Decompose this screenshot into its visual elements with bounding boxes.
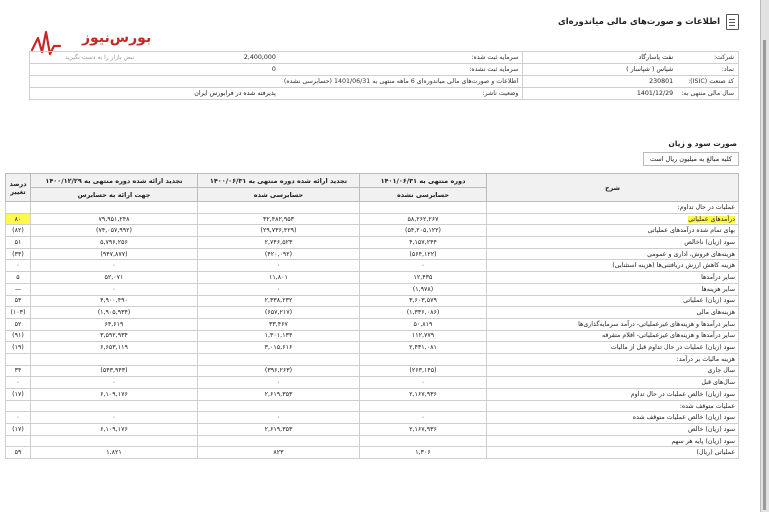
info-row bbox=[30, 64, 739, 76]
info-label2: اطلاعات و صورت‌های مالی میاندوره‌ای 6 ماهه منتهی به 1401/06/31 (حسابرسی نشده) bbox=[280, 76, 523, 88]
info-label: نماد: bbox=[677, 64, 738, 76]
cell-c1: ۲,۱۶۷,۹۳۶ bbox=[360, 424, 487, 436]
header-period2-status: حسابرسی شده bbox=[198, 188, 360, 202]
cell-c3: ۵۲,۰۷۱ bbox=[31, 272, 198, 284]
info-value: شپاس ( شپاسار ) bbox=[523, 64, 677, 76]
cell-chg: — bbox=[6, 283, 31, 295]
table-row bbox=[6, 260, 739, 272]
table-row bbox=[6, 377, 739, 389]
cell-c2: ۰ bbox=[198, 283, 360, 295]
cell-c2 bbox=[198, 202, 360, 214]
cell-desc: سایر درآمدها و هزینه‌های غیرعملیاتی- درآمد سرمایه‌گذاری‌ها bbox=[487, 318, 739, 330]
header-period3: تجدید ارائه شده دوره منتهی به ۱۴۰۰/۱۲/۲۹ bbox=[31, 174, 198, 188]
cell-desc: سود (زیان) خالص عملیات در حال تداوم bbox=[487, 389, 739, 401]
cell-c1 bbox=[360, 435, 487, 447]
info-value2: 0 bbox=[30, 64, 280, 76]
cell-c1: ۰ bbox=[360, 377, 487, 389]
table-row bbox=[6, 272, 739, 284]
cell-c3: (۵۴۳,۹۴۳) bbox=[31, 365, 198, 377]
cell-c2: ۰ bbox=[198, 377, 360, 389]
cell-c3: (۹۴۷,۸۷۷) bbox=[31, 248, 198, 260]
cell-c2: ۱۱,۸۰۱ bbox=[198, 272, 360, 284]
cell-chg: ۵۱ bbox=[6, 237, 31, 249]
cell-chg: ۳۴ bbox=[6, 365, 31, 377]
cell-c1 bbox=[360, 400, 487, 412]
table-row bbox=[6, 295, 739, 307]
cell-c1: ۱,۳۰۶ bbox=[360, 447, 487, 459]
header-period1: دوره منتهی به ۱۴۰۱/۰۶/۳۱ bbox=[360, 174, 487, 188]
cell-c3: ۳,۵۹۲,۹۳۴ bbox=[31, 330, 198, 342]
cell-c2: ۲,۶۱۹,۳۵۳ bbox=[198, 424, 360, 436]
table-row bbox=[6, 330, 739, 342]
company-info-table bbox=[29, 51, 739, 100]
cell-c3: ۰ bbox=[31, 412, 198, 424]
cell-chg: ۵۹ bbox=[6, 447, 31, 459]
cell-c3: ۴,۹۰۰,۴۹۰ bbox=[31, 295, 198, 307]
cell-chg bbox=[6, 202, 31, 214]
cell-c1: ۵۸,۲۶۲,۲۶۷ bbox=[360, 213, 487, 225]
table-row bbox=[6, 237, 739, 249]
cell-desc bbox=[487, 213, 739, 225]
cell-desc: عملیاتی (ریال) bbox=[487, 447, 739, 459]
cell-desc: سایر هزینه‌ها bbox=[487, 283, 739, 295]
cell-c1: (۵۴,۲۰۵,۱۲۲) bbox=[360, 225, 487, 237]
cell-desc: سال جاری bbox=[487, 365, 739, 377]
table-row bbox=[6, 213, 739, 225]
cell-chg: (۱۰۳) bbox=[6, 307, 31, 319]
info-label2: سرمایه ثبت نشده: bbox=[280, 64, 523, 76]
cell-chg: ۵۴ bbox=[6, 295, 31, 307]
cell-desc: سود (زیان) ناخالص bbox=[487, 237, 739, 249]
cell-c1: ۰ bbox=[360, 260, 487, 272]
cell-c1: ۳,۶۰۳,۵۷۹ bbox=[360, 295, 487, 307]
cell-c2 bbox=[198, 400, 360, 412]
cell-c1: ۲,۱۶۷,۹۳۶ bbox=[360, 389, 487, 401]
scrollbar[interactable] bbox=[760, 0, 769, 512]
cell-c3: ۵,۷۹۶,۲۵۶ bbox=[31, 237, 198, 249]
cell-c2 bbox=[198, 353, 360, 365]
cell-c1: (۱,۹۷۸) bbox=[360, 283, 487, 295]
info-value2: پذیرفته شده در فرابورس ایران bbox=[30, 88, 280, 100]
table-row bbox=[6, 318, 739, 330]
cell-c2: ۸۲۳ bbox=[198, 447, 360, 459]
cell-desc: سود (زیان) عملیات در حال تداوم قبل از مالیات bbox=[487, 342, 739, 354]
info-label: شرکت: bbox=[677, 52, 738, 64]
income-statement-table bbox=[5, 173, 739, 459]
cell-c3: (۷۴,۰۵۷,۹۹۲) bbox=[31, 225, 198, 237]
table-row bbox=[6, 365, 739, 377]
cell-c2: ۰ bbox=[198, 260, 360, 272]
logo-tagline: نبض بازار را به دست بگیرید bbox=[65, 54, 135, 61]
cell-chg: ۵۲ bbox=[6, 318, 31, 330]
cell-c1: ۵۰,۸۱۹ bbox=[360, 318, 487, 330]
table-row bbox=[6, 248, 739, 260]
cell-chg: ۰ bbox=[6, 260, 31, 272]
info-label2: وضعیت ناشر: bbox=[280, 88, 523, 100]
table-row bbox=[6, 353, 739, 365]
info-value2: 2,400,000 bbox=[30, 52, 280, 64]
cell-chg: ۰ bbox=[6, 377, 31, 389]
info-row bbox=[30, 76, 739, 88]
cell-c3 bbox=[31, 202, 198, 214]
cell-c2 bbox=[198, 435, 360, 447]
cell-desc: هزینه‌های مالی bbox=[487, 307, 739, 319]
cell-c2: ۱,۳۰۱,۱۳۴ bbox=[198, 330, 360, 342]
cell-c3 bbox=[31, 353, 198, 365]
cell-c1: ۴,۱۵۷,۲۴۴ bbox=[360, 237, 487, 249]
cell-desc: هزینه مالیات بر درآمد: bbox=[487, 353, 739, 365]
cell-c1: ۰ bbox=[360, 412, 487, 424]
info-label: سال مالی منتهی به: bbox=[677, 88, 738, 100]
cell-chg: (۱۷) bbox=[6, 389, 31, 401]
cell-chg: (۱۹) bbox=[6, 342, 31, 354]
cell-desc: سال‌های قبل bbox=[487, 377, 739, 389]
table-row bbox=[6, 424, 739, 436]
cell-c1: (۱,۳۳۶,۰۸۶) bbox=[360, 307, 487, 319]
cell-c2: (۴۲۰,۰۹۲) bbox=[198, 248, 360, 260]
cell-chg: (۸۲) bbox=[6, 225, 31, 237]
cell-c1 bbox=[360, 202, 487, 214]
cell-desc: سایر درآمدها bbox=[487, 272, 739, 284]
info-row bbox=[30, 52, 739, 64]
page-title: اطلاعات و صورت‌های مالی میاندوره‌ای bbox=[557, 17, 720, 27]
cell-c1: (۲۶۳,۱۴۵) bbox=[360, 365, 487, 377]
cell-c3: ۶۴,۶۱۹ bbox=[31, 318, 198, 330]
cell-c3 bbox=[31, 435, 198, 447]
cell-c2: ۲,۶۱۹,۳۵۳ bbox=[198, 389, 360, 401]
cell-desc: سود (زیان) عملیاتی bbox=[487, 295, 739, 307]
cell-chg: (۳۴) bbox=[6, 248, 31, 260]
info-row bbox=[30, 88, 739, 100]
cell-c2: ۲,۳۳۸,۲۳۲ bbox=[198, 295, 360, 307]
table-row bbox=[6, 307, 739, 319]
cell-c1: (۵۶۴,۱۲۲) bbox=[360, 248, 487, 260]
cell-c1: ۲,۴۳۱,۰۸۱ bbox=[360, 342, 487, 354]
table-row bbox=[6, 389, 739, 401]
cell-desc: عملیات متوقف شده: bbox=[487, 400, 739, 412]
cell-desc: سود (زیان) پایه هر سهم bbox=[487, 435, 739, 447]
table-row bbox=[6, 225, 739, 237]
table-row bbox=[6, 342, 739, 354]
header-period2: تجدید ارائه شده دوره منتهی به ۱۴۰۰/۰۶/۳۱ bbox=[198, 174, 360, 188]
cell-desc: هزینه‌های فروش، اداری و عمومی bbox=[487, 248, 739, 260]
cell-c1: ۱۲,۴۳۵ bbox=[360, 272, 487, 284]
info-label: کد صنعت (ISIC): bbox=[677, 76, 738, 88]
cell-c3: ۱,۸۲۱ bbox=[31, 447, 198, 459]
cell-chg: (۱۷) bbox=[6, 424, 31, 436]
scrollbar-thumb[interactable] bbox=[763, 40, 766, 510]
cell-c3: ۷۹,۹۵۱,۲۴۸ bbox=[31, 213, 198, 225]
cell-c3: (۱,۹۰۵,۹۳۴) bbox=[31, 307, 198, 319]
cell-chg: ۰ bbox=[6, 412, 31, 424]
cell-desc: سود (زیان) خالص bbox=[487, 424, 739, 436]
cell-c2: (۶۵۷,۲۱۷) bbox=[198, 307, 360, 319]
cell-desc: سایر درآمدها و هزینه‌های غیرعملیاتی- اقلام متفرقه bbox=[487, 330, 739, 342]
cell-c1: ۱۱۲,۷۷۹ bbox=[360, 330, 487, 342]
cell-desc: بهای تمام شده درآمدهای عملیاتی bbox=[487, 225, 739, 237]
table-row bbox=[6, 283, 739, 295]
cell-c2: (۲۹,۷۳۶,۴۲۹) bbox=[198, 225, 360, 237]
cell-c3: ۶,۱۰۹,۱۷۶ bbox=[31, 389, 198, 401]
cell-c2: ۳,۰۱۵,۶۱۶ bbox=[198, 342, 360, 354]
header-desc: شرح bbox=[487, 174, 739, 202]
cell-chg: ۵ bbox=[6, 272, 31, 284]
cell-chg bbox=[6, 400, 31, 412]
cell-c2: ۰ bbox=[198, 412, 360, 424]
table-row bbox=[6, 447, 739, 459]
info-value2 bbox=[30, 76, 280, 88]
cell-desc: عملیات در حال تداوم: bbox=[487, 202, 739, 214]
cell-chg: ۸۰ bbox=[6, 213, 31, 225]
cell-c3 bbox=[31, 400, 198, 412]
cell-c3: ۰ bbox=[31, 260, 198, 272]
highlighted-label: درآمدهای عملیاتی bbox=[688, 215, 735, 223]
info-value: نفت پاسارگاد bbox=[523, 52, 677, 64]
cell-c2: ۲,۷۴۶,۵۲۳ bbox=[198, 237, 360, 249]
table-row bbox=[6, 435, 739, 447]
logo-text: بورس‌نیوز bbox=[82, 30, 152, 46]
table-row bbox=[6, 412, 739, 424]
cell-c3: ۶,۱۰۹,۱۷۶ bbox=[31, 424, 198, 436]
table-row bbox=[6, 202, 739, 214]
cell-c2: ۳۳,۴۶۷ bbox=[198, 318, 360, 330]
header-period3-status: جهت ارائه به حسابرس bbox=[31, 188, 198, 202]
cell-desc: سود (زیان) خالص عملیات متوقف شده bbox=[487, 412, 739, 424]
section-title: صورت سود و زیان bbox=[668, 139, 737, 148]
cell-c3: ۰ bbox=[31, 377, 198, 389]
info-value: 230801 bbox=[523, 76, 677, 88]
cell-c2: ۳۲,۴۸۲,۹۵۳ bbox=[198, 213, 360, 225]
info-value: 1401/12/29 bbox=[523, 88, 677, 100]
cell-chg bbox=[6, 435, 31, 447]
cell-chg bbox=[6, 353, 31, 365]
cell-desc: هزینه کاهش ارزش دریافتنی‌ها (هزینه استثنایی) bbox=[487, 260, 739, 272]
cell-c2: (۳۹۶,۲۶۳) bbox=[198, 365, 360, 377]
table-row bbox=[6, 400, 739, 412]
cell-c3: ۶,۶۵۳,۱۱۹ bbox=[31, 342, 198, 354]
units-note: کلیه مبالغ به میلیون ریال است bbox=[643, 152, 739, 166]
page-header bbox=[558, 14, 739, 30]
header-change: درصد تغییر bbox=[6, 174, 31, 202]
cell-chg: (۹۱) bbox=[6, 330, 31, 342]
info-label2: سرمایه ثبت شده: bbox=[280, 52, 523, 64]
header-period1-status: حسابرسی نشده bbox=[360, 188, 487, 202]
cell-c1 bbox=[360, 353, 487, 365]
cell-c3: ۰ bbox=[31, 283, 198, 295]
document-icon bbox=[726, 14, 739, 30]
